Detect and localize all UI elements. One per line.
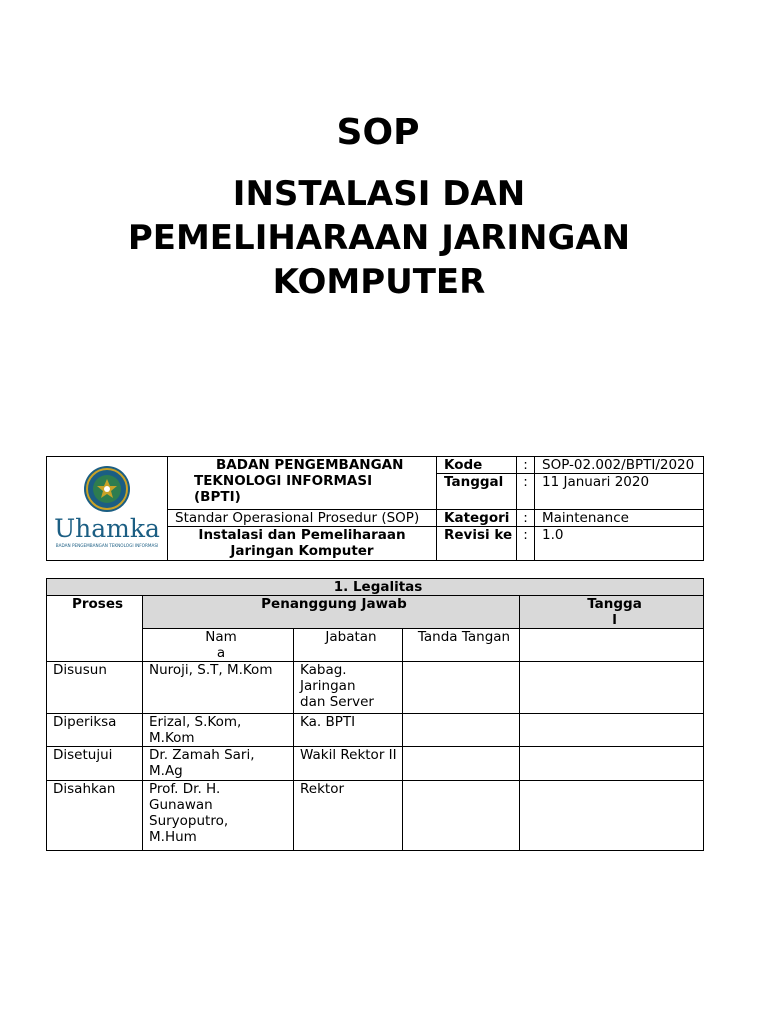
row-tanda-tangan: [403, 662, 520, 714]
org-name-line: (BPTI): [194, 489, 241, 505]
doc-type-cell: Standar Operasional Prosedur (SOP): [168, 510, 437, 527]
field-sep: :: [517, 474, 535, 510]
field-label-tanggal: Tanggal: [437, 474, 517, 510]
org-name-cell: [168, 457, 437, 510]
sub-nama-line: Nam: [205, 629, 237, 645]
logo-wordmark: Uhamka: [54, 513, 160, 543]
row-nama-line: Suryoputro,: [149, 813, 229, 829]
org-name-line: TEKNOLOGI INFORMASI: [194, 473, 373, 489]
title-line: KOMPUTER: [272, 262, 486, 302]
logo-subtext: BADAN PENGEMBANGAN TEKNOLOGI INFORMASI: [55, 542, 159, 548]
row-nama: [143, 662, 294, 714]
row-jabatan-line: Jaringan: [300, 678, 356, 694]
field-label-kategori: Kategori: [437, 510, 517, 527]
field-sep: :: [517, 527, 535, 561]
doc-title-line: Jaringan Komputer: [230, 543, 374, 559]
row-nama: [143, 714, 294, 747]
field-label-revisi: Revisi ke: [437, 527, 517, 561]
table-row: [47, 714, 704, 747]
sop-header-table: [46, 456, 704, 561]
row-nama-line: Dr. Zamah Sari,: [149, 747, 255, 763]
sub-nama-line: a: [216, 645, 226, 661]
table-row: [47, 662, 704, 714]
row-jabatan-line: Rektor: [300, 781, 345, 797]
doc-heading-sop: SOP: [336, 112, 420, 153]
field-sep: :: [517, 457, 535, 474]
sub-tanggal-empty: [520, 629, 704, 662]
row-jabatan: [294, 662, 403, 714]
title-line: PEMELIHARAAN JARINGAN: [127, 218, 631, 258]
field-sep: :: [517, 510, 535, 527]
row-nama: [143, 747, 294, 781]
row-tanggal: [520, 747, 704, 781]
field-value-kategori: Maintenance: [535, 510, 704, 527]
table-row: [47, 747, 704, 781]
uhamka-logo: [52, 463, 162, 551]
doc-title-line: Instalasi dan Pemeliharaan: [198, 527, 406, 543]
field-label-kode: Kode: [437, 457, 517, 474]
row-nama: [143, 781, 294, 851]
col-tanggal: [520, 596, 704, 629]
row-proses: Disahkan: [47, 781, 143, 851]
row-jabatan: [294, 714, 403, 747]
row-tanda-tangan: [403, 714, 520, 747]
row-proses: Disetujui: [47, 747, 143, 781]
row-tanggal: [520, 662, 704, 714]
col-tanggal-line: l: [612, 612, 617, 628]
row-nama-line: M.Kom: [149, 730, 195, 746]
title-line: INSTALASI DAN: [232, 174, 526, 214]
row-jabatan: [294, 781, 403, 851]
field-value-tanggal: 11 Januari 2020: [535, 474, 704, 510]
row-jabatan: [294, 747, 403, 781]
table-row: [47, 781, 704, 851]
row-nama-line: Prof. Dr. H.: [149, 781, 221, 797]
row-tanggal: [520, 781, 704, 851]
org-name-line: BADAN PENGEMBANGAN: [216, 457, 404, 473]
sub-nama: [143, 629, 294, 662]
col-tanggal-line: Tangga: [587, 596, 642, 612]
row-nama-line: Erizal, S.Kom,: [149, 714, 242, 730]
sub-jabatan: Jabatan: [294, 629, 403, 662]
row-jabatan-line: Ka. BPTI: [300, 714, 356, 730]
row-tanda-tangan: [403, 781, 520, 851]
row-nama-line: Nuroji, S.T, M.Kom: [149, 662, 273, 678]
field-value-revisi: 1.0: [535, 527, 704, 561]
logo-cell: [47, 457, 168, 561]
legalitas-table: [46, 578, 704, 851]
row-tanggal: [520, 714, 704, 747]
row-jabatan-line: Kabag.: [300, 662, 347, 678]
row-nama-line: Gunawan: [149, 797, 213, 813]
doc-main-title: [0, 172, 763, 304]
col-proses: Proses: [47, 596, 143, 662]
col-penanggung-jawab: Penanggung Jawab: [143, 596, 520, 629]
row-jabatan-line: Wakil Rektor II: [300, 747, 397, 763]
legalitas-heading: 1. Legalitas: [47, 579, 704, 596]
sub-tanda-tangan: Tanda Tangan: [403, 629, 520, 662]
row-nama-line: M.Ag: [149, 763, 183, 779]
row-nama-line: M.Hum: [149, 829, 197, 845]
field-value-kode: SOP-02.002/BPTI/2020: [535, 457, 704, 474]
row-proses: Diperiksa: [47, 714, 143, 747]
row-jabatan-line: dan Server: [300, 694, 374, 710]
row-tanda-tangan: [403, 747, 520, 781]
row-proses: Disusun: [47, 662, 143, 714]
doc-title-cell: [168, 527, 437, 561]
